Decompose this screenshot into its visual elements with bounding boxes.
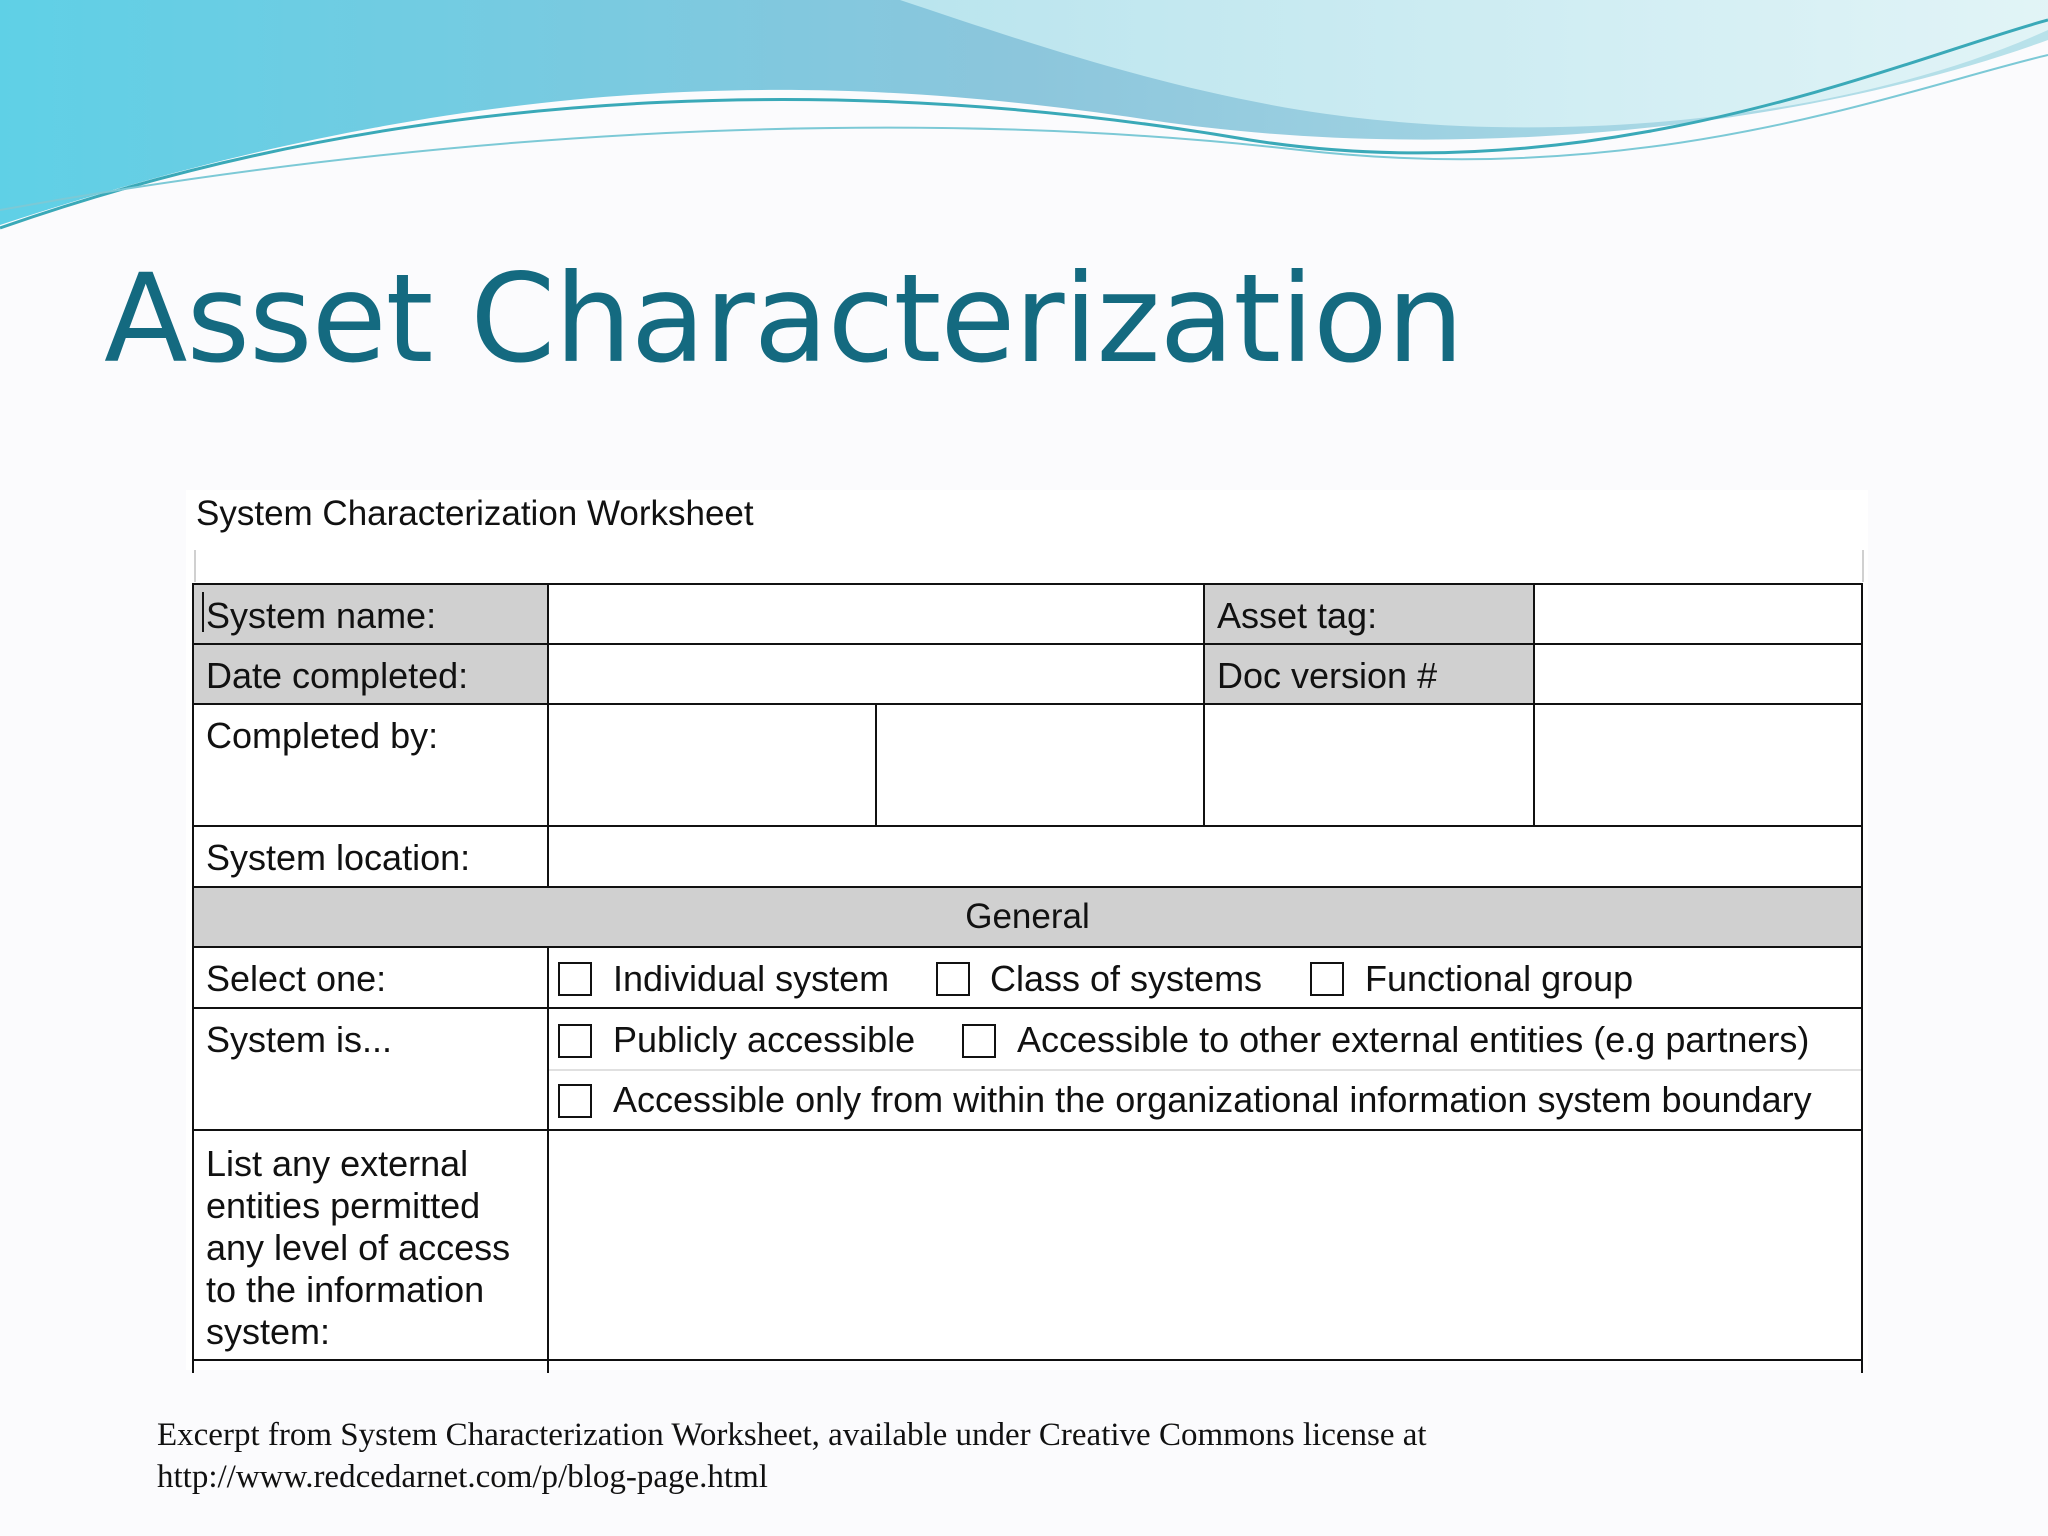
caption-line-1: Excerpt from System Characterization Worksheet, available under Creative Commons license at [157,1417,1427,1453]
source-caption [157,1414,1427,1498]
system-location-field[interactable] [547,825,1863,888]
external-entities-field[interactable] [547,1129,1863,1361]
system-is-label: System is... [192,1007,549,1131]
worksheet-title: System Characterization Worksheet [196,494,754,533]
asset-tag-label: Asset tag: [1203,583,1535,645]
class-of-systems-option-label: Class of systems [990,958,1263,999]
select-one-label: Select one: [192,946,549,1009]
system-name-field[interactable] [547,583,1205,645]
external-entities-access-option-label: Accessible to other external entities (e.g partners) [1017,1019,1810,1060]
functional-group-option-label: Functional group [1365,958,1634,999]
caption-source-url: http://www.redcedarnet.com/p/blog-page.html [157,1459,768,1495]
doc-version-field[interactable] [1533,643,1863,705]
cut-row-edge [1861,1359,1863,1373]
slide-title: Asset Characterization [104,248,1463,390]
external-entities-access-checkbox[interactable] [962,1024,996,1058]
general-section-header: General [192,886,1863,948]
doc-version-label: Doc version # [1203,643,1535,705]
internal-only-option-label: Accessible only from within the organizational information system boundary [613,1079,1812,1120]
date-completed-label: Date completed: [192,643,549,705]
completed-by-field-1[interactable] [547,703,877,827]
completed-by-label: Completed by: [192,703,549,827]
option-divider [549,1069,1861,1071]
text-cursor [202,592,204,632]
asset-tag-field[interactable] [1533,583,1863,645]
internal-only-checkbox[interactable] [558,1084,592,1118]
class-of-systems-checkbox[interactable] [936,962,970,996]
system-location-label: System location: [192,825,549,888]
individual-system-checkbox[interactable] [558,962,592,996]
sheet-rule [1862,550,1864,582]
external-entities-label: List any external entities permitted any level of access to the information system: [192,1129,549,1361]
cut-row-edge [547,1359,549,1373]
system-name-label: System name: [192,583,549,645]
completed-by-field-2[interactable] [875,703,1205,827]
publicly-accessible-checkbox[interactable] [558,1024,592,1058]
header-wave-decoration [0,0,2048,240]
sheet-rule [194,550,196,582]
cut-row-edge [192,1359,194,1373]
completed-by-field-4[interactable] [1533,703,1863,827]
completed-by-field-3[interactable] [1203,703,1535,827]
publicly-accessible-option-label: Publicly accessible [613,1019,916,1060]
date-completed-field[interactable] [547,643,1205,705]
functional-group-checkbox[interactable] [1310,962,1344,996]
individual-system-option-label: Individual system [613,958,890,999]
